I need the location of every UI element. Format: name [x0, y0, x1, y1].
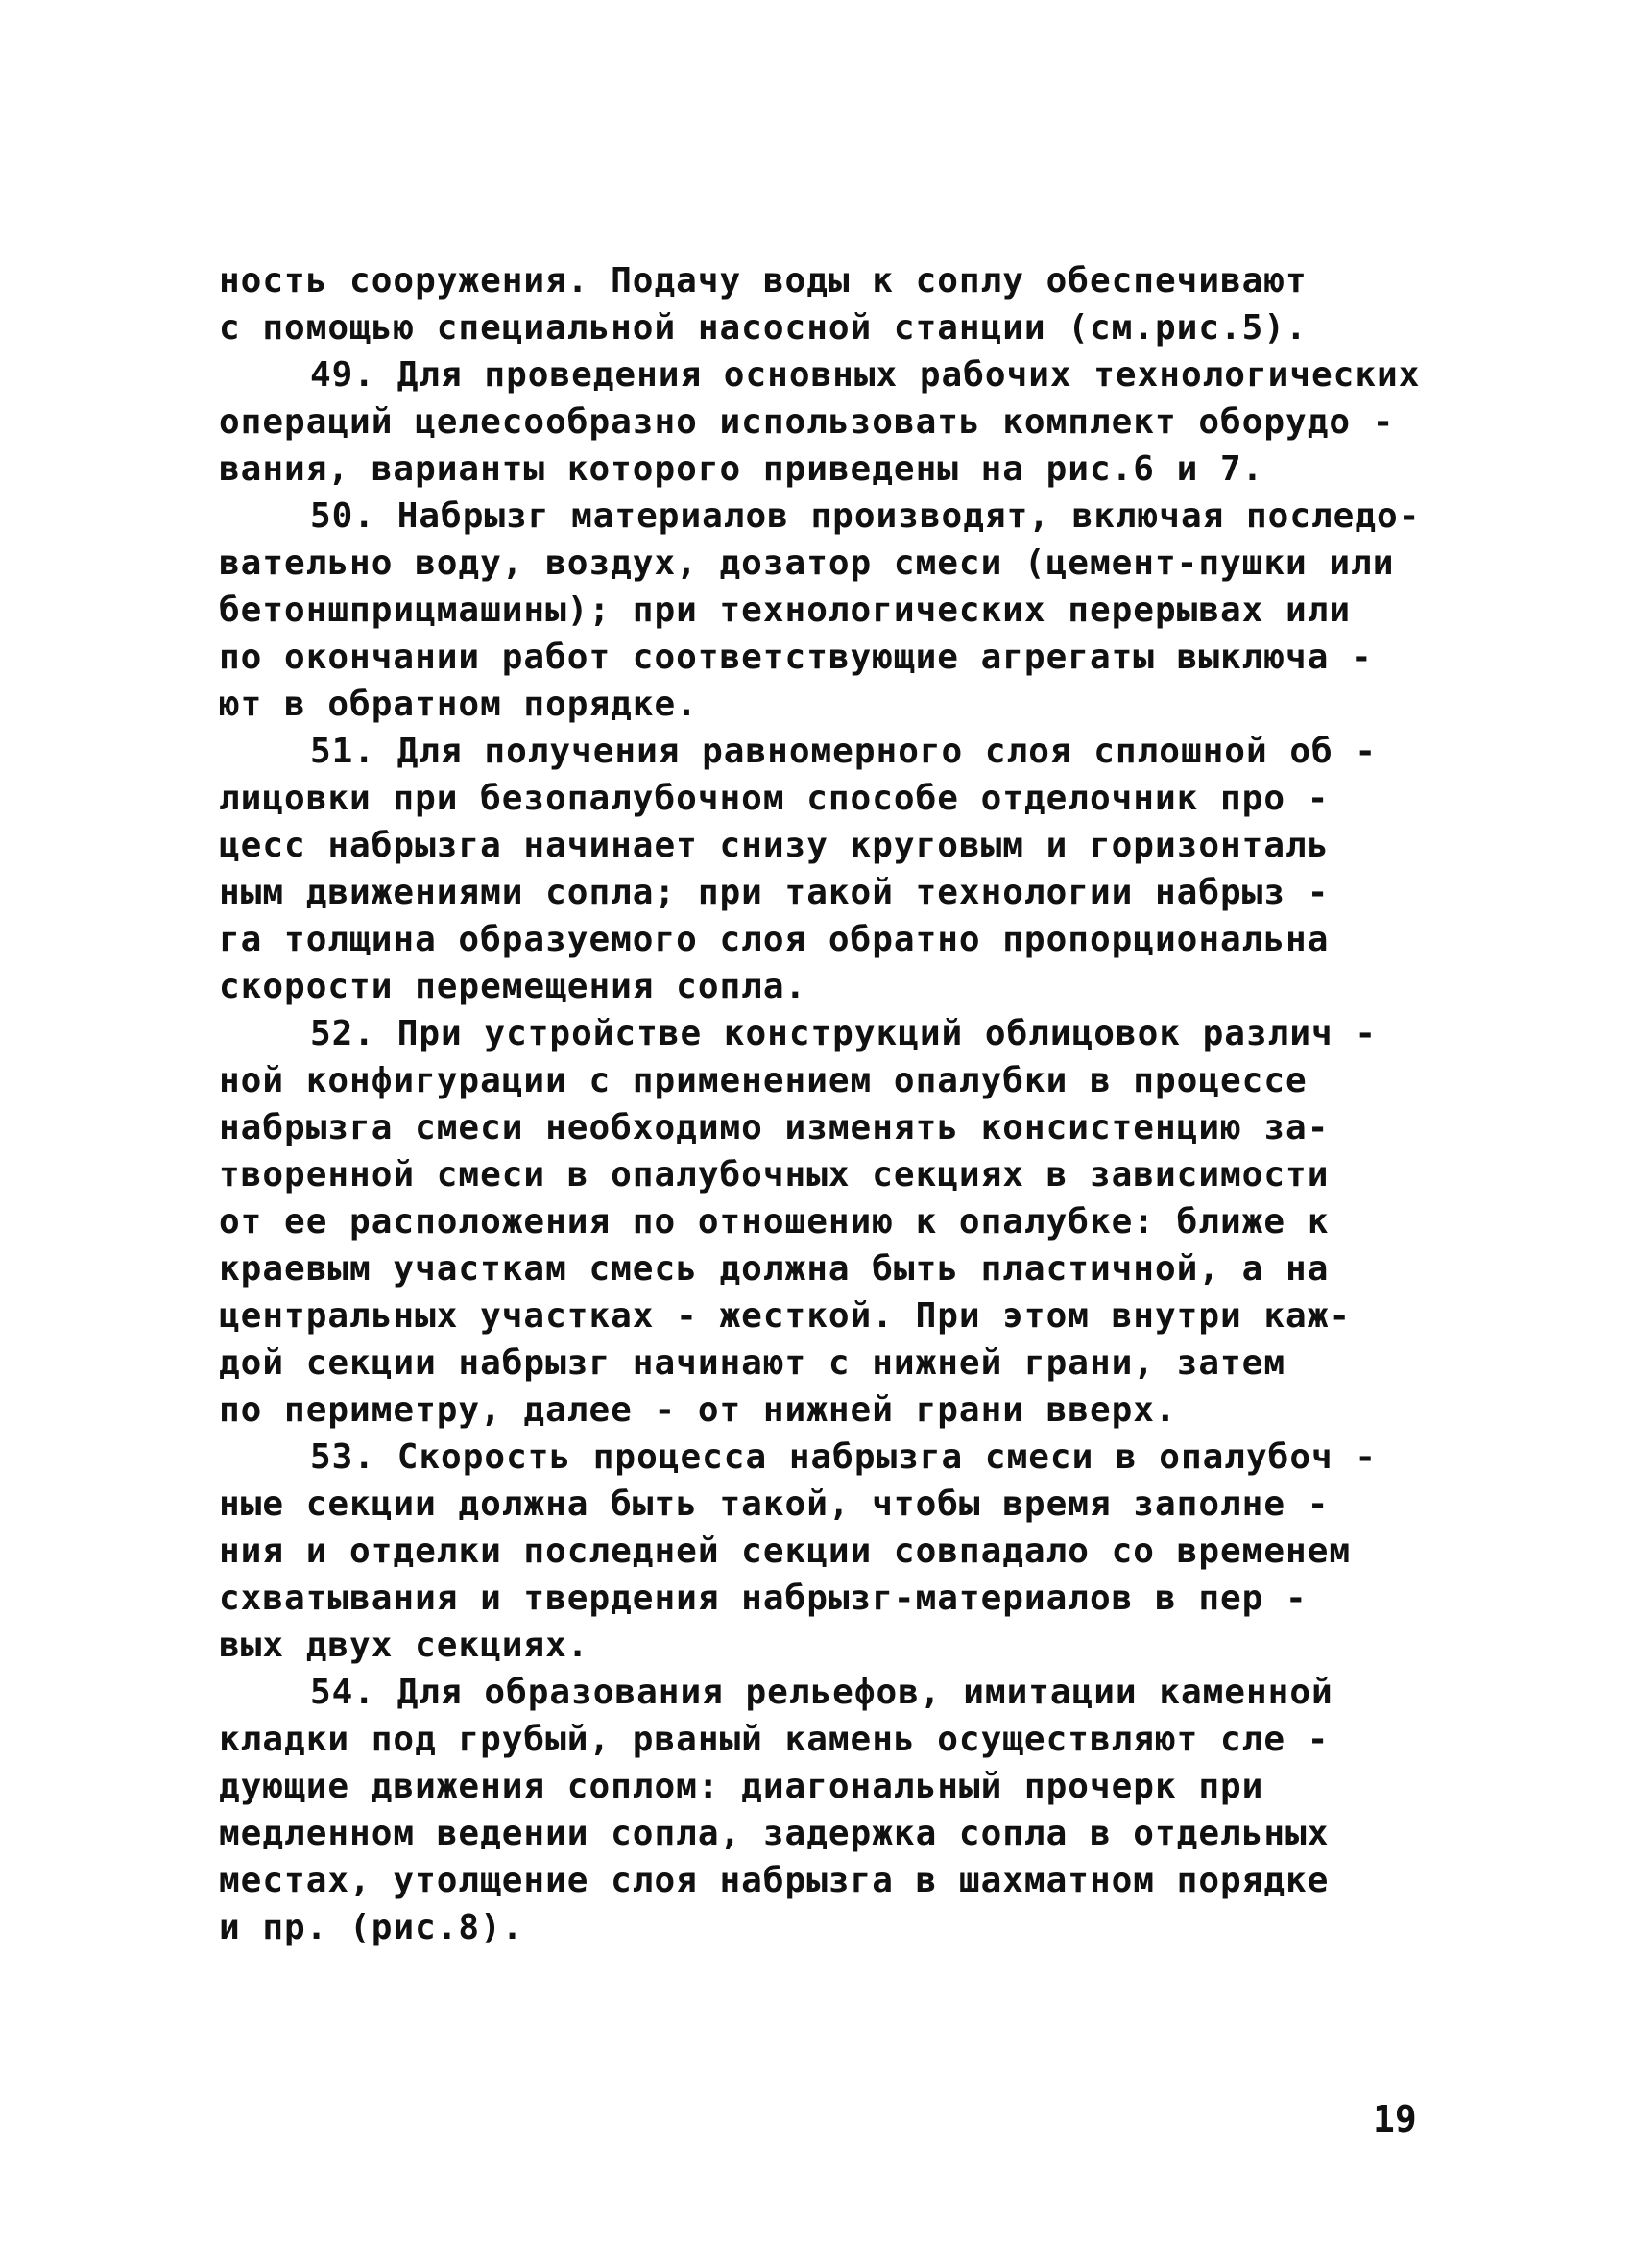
paragraph-52	[219, 1010, 1430, 1434]
text-line: га толщина образуемого слоя обратно пропорциональна	[219, 920, 1330, 959]
text-line: 50. Набрызг материалов производят, включая последо-	[310, 496, 1421, 536]
text-line: с помощью специальной насосной станции (см.рис.5).	[219, 308, 1308, 348]
text-line: по периметру, далее - от нижней грани вверх.	[219, 1390, 1177, 1430]
text-line: вательно воду, воздух, дозатор смеси (цемент-пушки или	[219, 543, 1395, 583]
text-line: лицовки при безопалубочном способе отделочник про -	[219, 779, 1330, 818]
text-line: цесс набрызга начинает снизу круговым и горизонталь	[219, 826, 1330, 865]
text-line: 49. Для проведения основных рабочих технологических	[310, 355, 1421, 395]
document-body	[219, 257, 1430, 1951]
text-line: дующие движения соплом: диагональный прочерк при	[219, 1767, 1264, 1806]
text-line: кладки под грубый, рваный камень осуществляют сле -	[219, 1720, 1330, 1759]
text-line: местах, утолщение слоя набрызга в шахматном порядке	[219, 1861, 1330, 1900]
page-number: 19	[1373, 2098, 1417, 2140]
text-line: вых двух секциях.	[219, 1626, 589, 1665]
text-line: операций целесообразно использовать комплект оборудо -	[219, 402, 1395, 442]
paragraph-51	[219, 728, 1430, 1010]
text-line: от ее расположения по отношению к опалубке: ближе к	[219, 1202, 1330, 1242]
text-line: скорости перемещения сопла.	[219, 967, 807, 1006]
text-line: вания, варианты которого приведены на рис.6 и 7.	[219, 449, 1264, 489]
text-line: ния и отделки последней секции совпадало со временем	[219, 1532, 1352, 1571]
text-line: и пр. (рис.8).	[219, 1908, 524, 1947]
text-line: по окончании работ соответствующие агрегаты выключа -	[219, 638, 1373, 677]
text-line: ют в обратном порядке.	[219, 685, 698, 724]
text-line: набрызга смеси необходимо изменять консистенцию за-	[219, 1108, 1330, 1147]
paragraph-54	[219, 1669, 1430, 1951]
text-line: медленном ведении сопла, задержка сопла в отдельных	[219, 1814, 1330, 1853]
text-line: 51. Для получения равномерного слоя сплошной об -	[310, 732, 1378, 771]
text-line: 53. Скорость процесса набрызга смеси в опалубоч -	[310, 1437, 1378, 1477]
text-line: краевым участкам смесь должна быть пластичной, а на	[219, 1249, 1330, 1289]
paragraph-53	[219, 1434, 1430, 1669]
text-line: 54. Для образования рельефов, имитации каменной	[310, 1673, 1333, 1712]
text-line: 52. При устройстве конструкций облицовок различ -	[310, 1014, 1378, 1053]
paragraph-49	[219, 351, 1430, 493]
paragraph-50	[219, 493, 1430, 728]
text-line: центральных участках - жесткой. При этом внутри каж-	[219, 1296, 1352, 1336]
text-line: творенной смеси в опалубочных секциях в зависимости	[219, 1155, 1330, 1194]
text-line: ность сооружения. Подачу воды к соплу обеспечивают	[219, 261, 1308, 301]
text-line: дой секции набрызг начинают с нижней грани, затем	[219, 1343, 1286, 1383]
text-line: ным движениями сопла; при такой технологии набрыз -	[219, 873, 1330, 912]
text-line: бетоншприцмашины); при технологических перерывах или	[219, 591, 1352, 630]
text-line: схватывания и твердения набрызг-материалов в пер -	[219, 1579, 1308, 1618]
paragraph-continuation	[219, 257, 1430, 351]
text-line: ной конфигурации с применением опалубки в процессе	[219, 1061, 1308, 1100]
text-line: ные секции должна быть такой, чтобы время заполне -	[219, 1484, 1330, 1524]
